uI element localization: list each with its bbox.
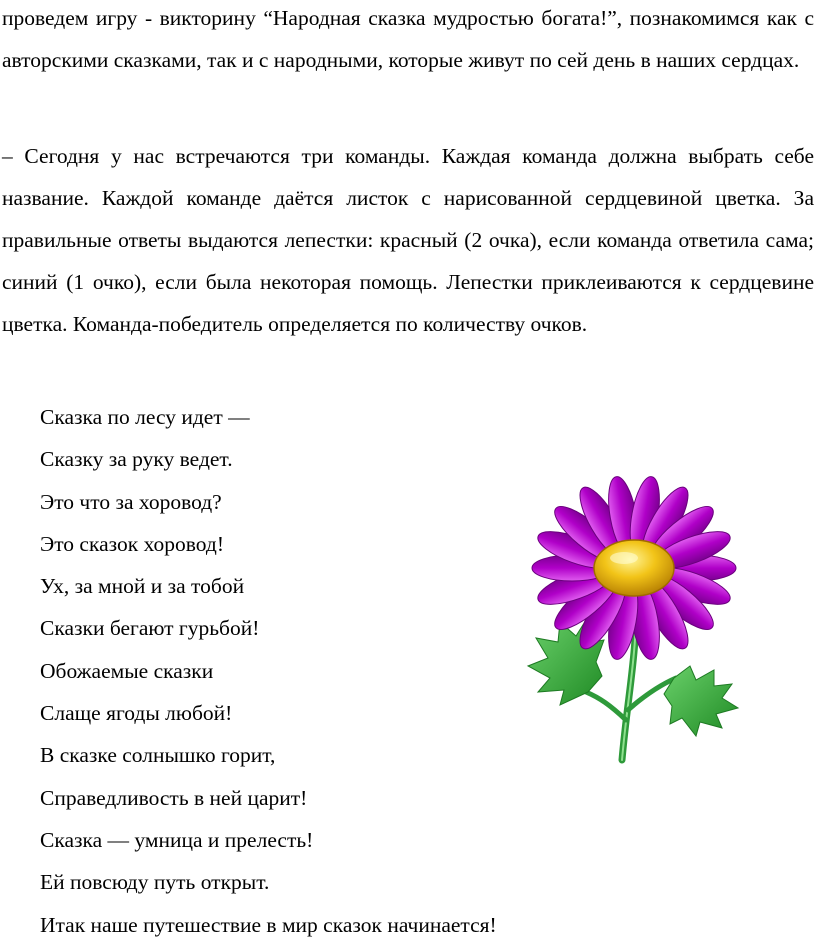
- poem-line: Справедливость в ней царит!: [40, 785, 308, 810]
- intro-paragraph: проведем игру - викторину “Народная сказка мудростью богата!”, познакомимся как с авторскими сказками, так и с народными, которые живут по сей день в наших сердцах.: [2, 6, 814, 72]
- poem: [40, 396, 497, 946]
- poem-line: Ей повсюду путь открыт.: [40, 870, 270, 895]
- poem-line: Обожаемые сказки: [40, 658, 214, 683]
- flower-center: [594, 540, 674, 596]
- poem-line: Сказка — умница и прелесть!: [40, 827, 314, 852]
- poem-line: Слаще ягоды любой!: [40, 701, 233, 726]
- poem-line: Сказку за руку ведет.: [40, 447, 233, 472]
- flower-icon: [500, 470, 760, 770]
- poem-line: Сказки бегают гурьбой!: [40, 616, 260, 641]
- poem-line: Это сказок хоровод!: [40, 531, 224, 556]
- poem-line: Сказка по лесу идет —: [40, 405, 250, 429]
- rules-paragraph: – Сегодня у нас встречаются три команды. Каждая команда должна выбрать себе название. Каждой команде даётся листок с нарисованной сердцевиной цветка. За правильные ответы выдаются лепестки: красный (2 очка), если команда ответила сама; синий (1 очко), если была некоторая помощь. Лепестки приклеиваются к сердцевине цветка. Команда-победитель определяется по количеству очков.: [2, 144, 814, 336]
- poem-line: Ух, за мной и за тобой: [40, 574, 245, 599]
- closing-line: Итак наше путешествие в мир сказок начинается!: [40, 912, 497, 937]
- poem-line: В сказке солнышко горит,: [40, 743, 276, 768]
- poem-line: Это что за хоровод?: [40, 489, 222, 514]
